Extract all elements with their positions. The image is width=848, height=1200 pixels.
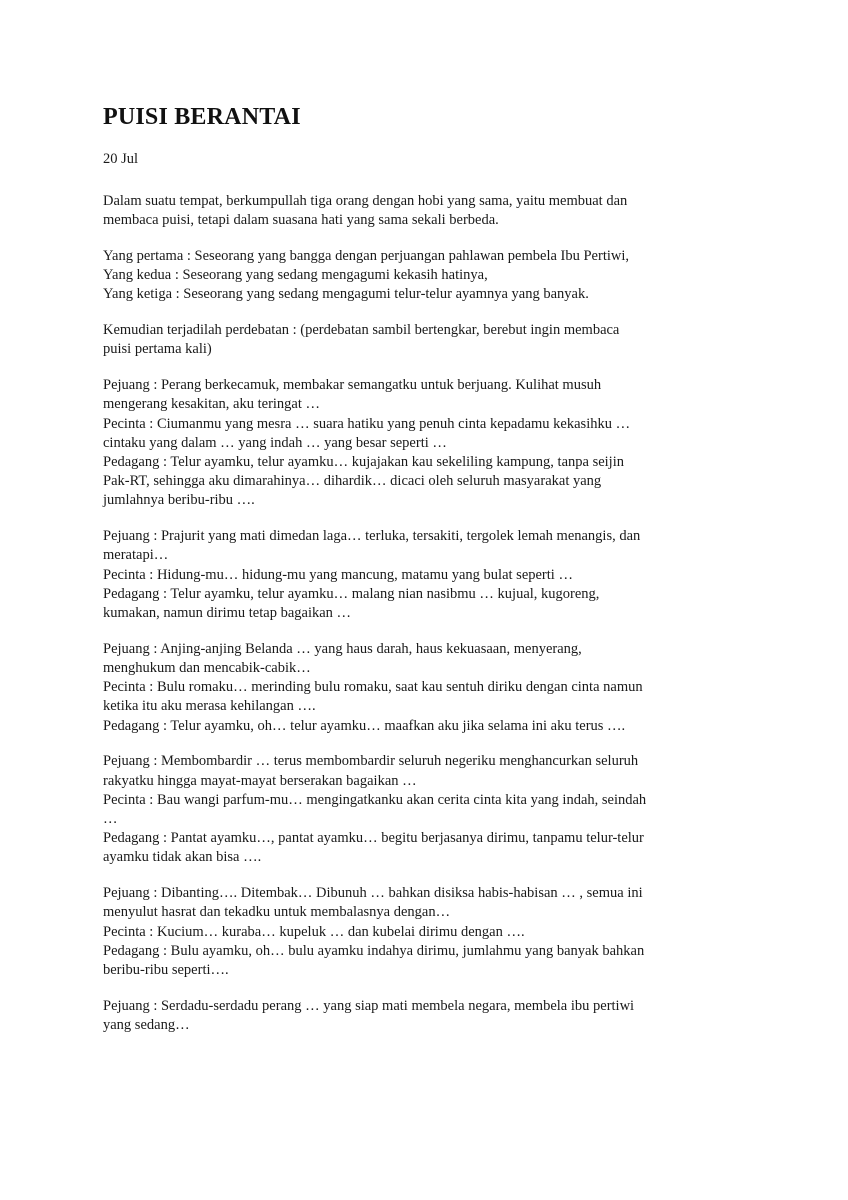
text-line: Pejuang : Membombardir … terus membombardir seluruh negeriku menghancurkan seluruh: [103, 753, 639, 770]
document-title: PUISI BERANTAI: [103, 104, 301, 130]
text-line: Pedagang : Pantat ayamku…, pantat ayamku… begitu berjasanya dirimu, tanpamu telur-telur: [103, 830, 644, 847]
text-line: Pecinta : Bulu romaku… merinding bulu romaku, saat kau sentuh diriku dengan cinta namun: [103, 679, 643, 696]
paragraph: [103, 376, 745, 510]
text-line: Pedagang : Bulu ayamku, oh… bulu ayamku indahya dirimu, jumlahmu yang banyak bahkan: [103, 942, 645, 959]
text-line: Yang kedua : Seseorang yang sedang mengagumi kekasih hatinya,: [103, 267, 488, 284]
paragraph: [103, 997, 745, 1035]
paragraph: [103, 884, 745, 980]
text-line: cintaku yang dalam … yang indah … yang besar seperti …: [103, 434, 447, 451]
text-line: membaca puisi, tetapi dalam suasana hati yang sama sekali berbeda.: [103, 212, 499, 229]
text-line: Dalam suatu tempat, berkumpullah tiga orang dengan hobi yang sama, yaitu membuat dan: [103, 193, 628, 209]
paragraph: [103, 527, 745, 623]
text-line: puisi pertama kali): [103, 341, 212, 358]
text-line: beribu-ribu seperti….: [103, 962, 229, 979]
text-line: menyulut hasrat dan tekadku untuk membalasnya dengan…: [103, 904, 451, 921]
text-line: Pejuang : Anjing-anjing Belanda … yang haus darah, haus kekuasaan, menyerang,: [103, 640, 582, 657]
text-line: meratapi…: [103, 547, 169, 564]
text-line: mengerang kesakitan, aku teringat …: [103, 396, 321, 413]
text-line: Pedagang : Telur ayamku, telur ayamku… kujajakan kau sekeliling kampung, tanpa seijin: [103, 454, 624, 471]
text-line: Pedagang : Telur ayamku, telur ayamku… malang nian nasibmu … kujual, kugoreng,: [103, 585, 600, 602]
text-line: Pejuang : Serdadu-serdadu perang … yang siap mati membela negara, membela ibu pertiwi: [103, 997, 635, 1014]
paragraph: [103, 247, 745, 305]
text-line: Yang pertama : Seseorang yang bangga dengan perjuangan pahlawan pembela Ibu Pertiwi,: [103, 248, 630, 264]
text-line: Pejuang : Prajurit yang mati dimedan laga… terluka, tersakiti, tergolek lemah menangis, dan: [103, 528, 641, 545]
text-line: Yang ketiga : Seseorang yang sedang mengagumi telur-telur ayamnya yang banyak.: [103, 286, 589, 303]
text-line: ayamku tidak akan bisa ….: [103, 849, 262, 866]
text-line: Pedagang : Telur ayamku, oh… telur ayamku… maafkan aku jika selama ini aku terus ….: [103, 717, 626, 734]
paragraph: [103, 752, 745, 867]
post-date: 20 Jul: [103, 151, 139, 167]
text-line: Pejuang : Dibanting…. Ditembak… Dibunuh … bahkan disiksa habis-habisan … , semua ini: [103, 885, 643, 902]
text-line: kumakan, namun dirimu tetap bagaikan …: [103, 605, 352, 622]
text-line: ketika itu aku merasa kehilangan ….: [103, 698, 316, 715]
text-line: Kemudian terjadilah perdebatan : (perdebatan sambil bertengkar, berebut ingin membaca: [103, 322, 620, 339]
text-line: Pecinta : Kucium… kuraba… kupeluk … dan kubelai dirimu dengan ….: [103, 923, 525, 940]
text-line: menghukum dan mencabik-cabik…: [103, 660, 311, 677]
text-line: rakyatku hingga mayat-mayat berserakan bagaikan …: [103, 772, 417, 789]
text-line: Pecinta : Ciumanmu yang mesra … suara hatiku yang penuh cinta kepadamu kekasihku …: [103, 415, 631, 432]
text-line: …: [103, 811, 118, 828]
text-line: yang sedang…: [103, 1017, 190, 1034]
text-line: Pak-RT, sehingga aku dimarahinya… dihardik… dicaci oleh seluruh masyarakat yang: [103, 473, 602, 490]
paragraph: [103, 321, 745, 359]
paragraph: [103, 640, 745, 736]
text-line: Pecinta : Hidung-mu… hidung-mu yang mancung, matamu yang bulat seperti …: [103, 566, 573, 583]
text-line: Pecinta : Bau wangi parfum-mu… mengingatkanku akan cerita cinta kita yang indah, seindah: [103, 791, 647, 808]
text-line: Pejuang : Perang berkecamuk, membakar semangatku untuk berjuang. Kulihat musuh: [103, 377, 602, 394]
paragraph: [103, 192, 745, 230]
text-line: jumlahnya beribu-ribu ….: [103, 492, 255, 509]
document-body: [103, 192, 745, 1052]
